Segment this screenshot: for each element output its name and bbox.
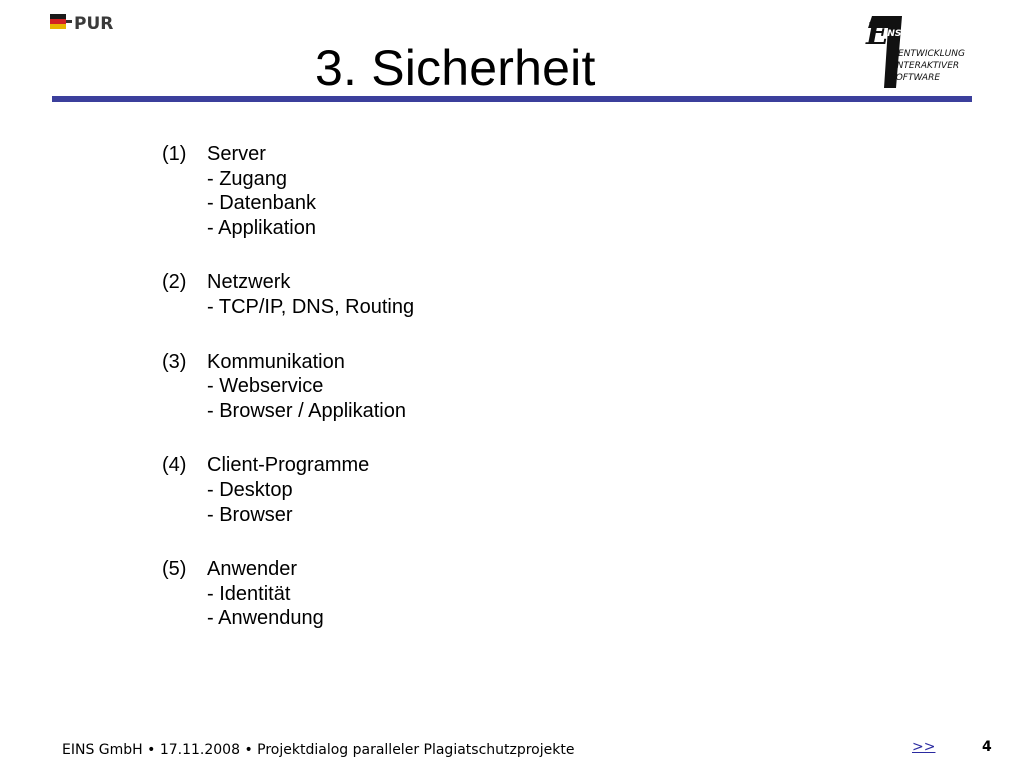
slide-title: 3. Sicherheit	[315, 40, 596, 96]
eins-logo-line-1: ENTWICKLUNG	[898, 49, 965, 59]
section-subitem: - Zugang	[207, 167, 288, 190]
section-subitem: - Identität	[207, 582, 291, 605]
eins-logo	[862, 14, 974, 90]
section-number: (3)	[162, 350, 187, 373]
section-anwender	[162, 557, 414, 631]
epur-logo	[50, 12, 140, 34]
section-number: (4)	[162, 454, 187, 477]
epur-logo-text: PUR	[74, 14, 114, 34]
section-heading: Server	[207, 143, 266, 165]
section-client-programme	[162, 453, 414, 527]
section-heading: Client-Programme	[207, 454, 370, 477]
eins-logo-big-letter: E	[866, 17, 889, 52]
section-number: (1)	[162, 143, 187, 165]
section-subitem: - Applikation	[207, 216, 316, 239]
title-divider	[52, 96, 972, 102]
section-number: (5)	[162, 558, 187, 581]
next-slide-link[interactable]: >>	[912, 739, 936, 755]
page-number: 4	[982, 739, 992, 755]
section-number: (2)	[162, 271, 187, 294]
section-subitem: - Datenbank	[207, 192, 316, 215]
section-subitem: - Anwendung	[207, 607, 324, 630]
section-netzwerk	[162, 270, 414, 319]
eins-logo-small-text: INS	[884, 29, 902, 39]
section-server	[162, 142, 414, 240]
slide-content	[162, 142, 414, 661]
section-subitem: - TCP/IP, DNS, Routing	[207, 295, 415, 318]
section-subitem: - Desktop	[207, 478, 293, 501]
section-subitem: - Browser	[207, 503, 293, 526]
section-heading: Netzwerk	[207, 271, 291, 294]
section-subitem: - Browser / Applikation	[207, 399, 406, 422]
section-subitem: - Webservice	[207, 375, 324, 398]
eins-logo-line-3: SOFTWARE	[890, 73, 941, 83]
eins-logo-line-2: INTERAKTIVER	[894, 61, 960, 71]
footer-text: EINS GmbH • 17.11.2008 • Projektdialog paralleler Plagiatschutzprojekte	[62, 742, 575, 758]
section-kommunikation	[162, 350, 414, 424]
section-heading: Kommunikation	[207, 350, 345, 373]
section-heading: Anwender	[207, 558, 298, 581]
